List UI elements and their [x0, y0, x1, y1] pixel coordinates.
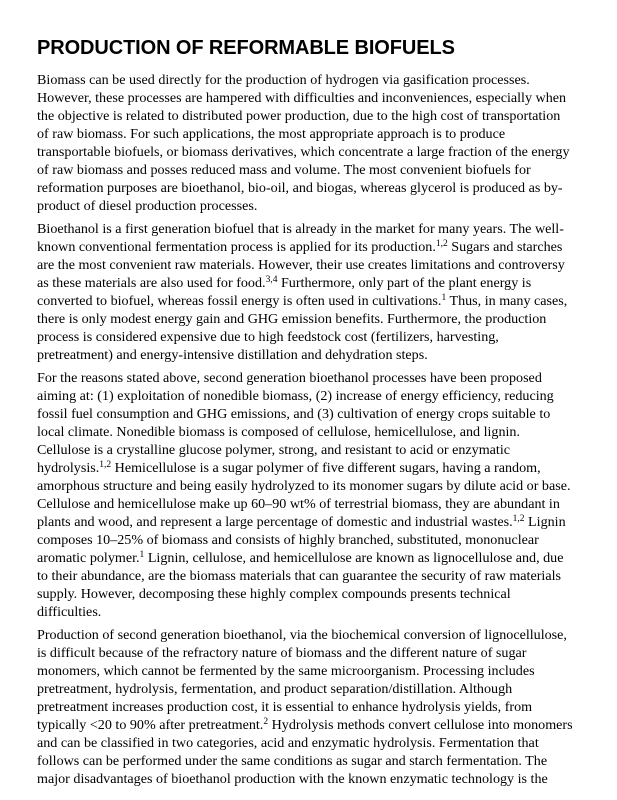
document-page [37, 36, 597, 793]
text-run: Bioethanol is a first generation biofuel that is already in the market for many years. The well- [37, 221, 564, 237]
text-line [37, 644, 597, 662]
text-run: reformation purposes are bioethanol, bio-oil, and biogas, whereas glycerol is produced as by- [37, 180, 563, 196]
citation-superscript: 1 [441, 293, 447, 303]
text-run: pretreatment increases production cost, it is essential to enhance hydrolysis yields, from [37, 699, 533, 715]
text-line [37, 603, 597, 621]
text-line [37, 369, 597, 387]
text-run: aromatic polymer. [37, 550, 140, 566]
text-run: Sugars and starches [447, 239, 563, 255]
text-line [37, 274, 597, 292]
text-line [37, 143, 597, 161]
text-run: of raw biomass and posses reduced mass and volume. The most convenient biofuels for [37, 162, 531, 178]
text-run: Hemicellulose is a sugar polymer of five different sugars, having a random, [111, 460, 541, 476]
text-run: process is considered expensive due to high feedstock cost (fertilizers, harvesting, [37, 329, 499, 345]
text-run: there is only modest energy gain and GHG emission benefits. Furthermore, the production [37, 311, 547, 327]
text-line [37, 292, 597, 310]
text-run: product of diesel production processes. [37, 198, 258, 214]
text-line [37, 238, 597, 256]
text-line [37, 220, 597, 238]
text-line [37, 698, 597, 716]
text-run: Cellulose is a crystalline glucose polymer, strong, and resistant to acid or enzymatic [37, 442, 511, 458]
text-run: Thus, in many cases, [446, 293, 568, 309]
text-run: Furthermore, only part of the plant energy is [277, 275, 532, 291]
text-run: known conventional fermentation process is applied for its production. [37, 239, 436, 255]
text-run: of raw biomass. For such applications, the most appropriate approach is to produce [37, 126, 506, 142]
text-line [37, 125, 597, 143]
text-line [37, 716, 597, 734]
text-line [37, 513, 597, 531]
text-line [37, 197, 597, 215]
text-run: to their abundance, are the biomass materials that can guarantee the security of raw materials [37, 568, 561, 584]
text-line [37, 179, 597, 197]
text-run: converted to biofuel, whereas fossil energy is often used in cultivations. [37, 293, 442, 309]
text-run: as these materials are also used for food. [37, 275, 266, 291]
text-run: For the reasons stated above, second generation bioethanol processes have been proposed [37, 370, 542, 386]
text-run: follows can be performed under the same conditions as sugar and starch fermentation. The [37, 753, 548, 769]
text-line [37, 328, 597, 346]
text-run: Biomass can be used directly for the production of hydrogen via gasification processes. [37, 72, 530, 88]
text-run: pretreatment) and energy-intensive distillation and dehydration steps. [37, 347, 428, 363]
text-run: monomers, which cannot be fermented by the same microorganism. Processing includes [37, 663, 535, 679]
text-line [37, 770, 597, 788]
text-line [37, 477, 597, 495]
text-line [37, 531, 597, 549]
citation-superscript: 1 [139, 550, 145, 560]
citation-superscript: 3,4 [265, 275, 278, 285]
body-text [37, 71, 597, 788]
text-line [37, 256, 597, 274]
text-line [37, 734, 597, 752]
text-line [37, 441, 597, 459]
text-run: amorphous structure and being easily hydrolyzed to its monomer sugars by dilute acid or base. [37, 478, 571, 494]
text-line [37, 107, 597, 125]
text-run: composes 10–25% of biomass and consists of highly branched, substituted, mononuclear [37, 532, 539, 548]
text-line [37, 459, 597, 477]
text-line [37, 423, 597, 441]
citation-superscript: 1,2 [512, 514, 525, 524]
text-run: local climate. Nonedible biomass is composed of cellulose, hemicellulose, and lignin. [37, 424, 520, 440]
text-line [37, 161, 597, 179]
text-run: are the most convenient raw materials. However, their use creates limitations and controversy [37, 257, 565, 273]
text-run: plants and wood, and represent a large percentage of domestic and industrial wastes. [37, 514, 513, 530]
text-line [37, 71, 597, 89]
citation-superscript: 2 [263, 717, 269, 727]
text-run: and can be classified in two categories, acid and enzymatic hydrolysis. Fermentation that [37, 735, 539, 751]
text-line [37, 405, 597, 423]
text-run: Cellulose and hemicellulose make up 60–90 wt% of terrestrial biomass, they are abundant in [37, 496, 560, 512]
text-run: major disadvantages of bioethanol production with the known enzymatic technology is the [37, 771, 548, 787]
text-line [37, 549, 597, 567]
paragraph [37, 220, 597, 364]
text-line [37, 585, 597, 603]
text-line [37, 680, 597, 698]
text-run: supply. However, decomposing these highly complex compounds presents technical [37, 586, 511, 602]
text-line [37, 310, 597, 328]
text-run: is difficult because of the refractory nature of biomass and the different nature of sugar [37, 645, 527, 661]
text-run: aiming at: (1) exploitation of nonedible biomass, (2) increase of energy efficiency, reducing [37, 388, 554, 404]
text-line [37, 662, 597, 680]
text-line [37, 495, 597, 513]
text-run: transportable biofuels, or biomass derivatives, which concentrate a large fraction of the energy [37, 144, 570, 160]
text-run: However, these processes are hampered with difficulties and inconveniences, especially when [37, 90, 567, 106]
text-line [37, 387, 597, 405]
text-line [37, 89, 597, 107]
text-run: difficulties. [37, 604, 102, 620]
text-run: pretreatment, hydrolysis, fermentation, and product separation/distillation. Although [37, 681, 513, 697]
paragraph [37, 369, 597, 621]
text-run: typically <20 to 90% after pretreatment. [37, 717, 264, 733]
text-line [37, 626, 597, 644]
text-run: fossil fuel consumption and GHG emissions, and (3) cultivation of energy crops suitable to [37, 406, 551, 422]
section-heading: PRODUCTION OF REFORMABLE BIOFUELS [37, 37, 455, 59]
citation-superscript: 1,2 [99, 460, 112, 470]
text-line [37, 752, 597, 770]
paragraph [37, 626, 597, 788]
citation-superscript: 1,2 [435, 239, 448, 249]
text-run: Hydrolysis methods convert cellulose into monomers [268, 717, 573, 733]
text-line [37, 346, 597, 364]
text-line [37, 567, 597, 585]
text-run: Lignin [524, 514, 566, 530]
text-run: Production of second generation bioethanol, via the biochemical conversion of lignocellulose, [37, 627, 567, 643]
paragraph [37, 71, 597, 215]
text-run: the objective is related to distributed power production, due to the high cost of transportation [37, 108, 561, 124]
text-run: hydrolysis. [37, 460, 100, 476]
text-run: Lignin, cellulose, and hemicellulose are known as lignocellulose and, due [144, 550, 564, 566]
